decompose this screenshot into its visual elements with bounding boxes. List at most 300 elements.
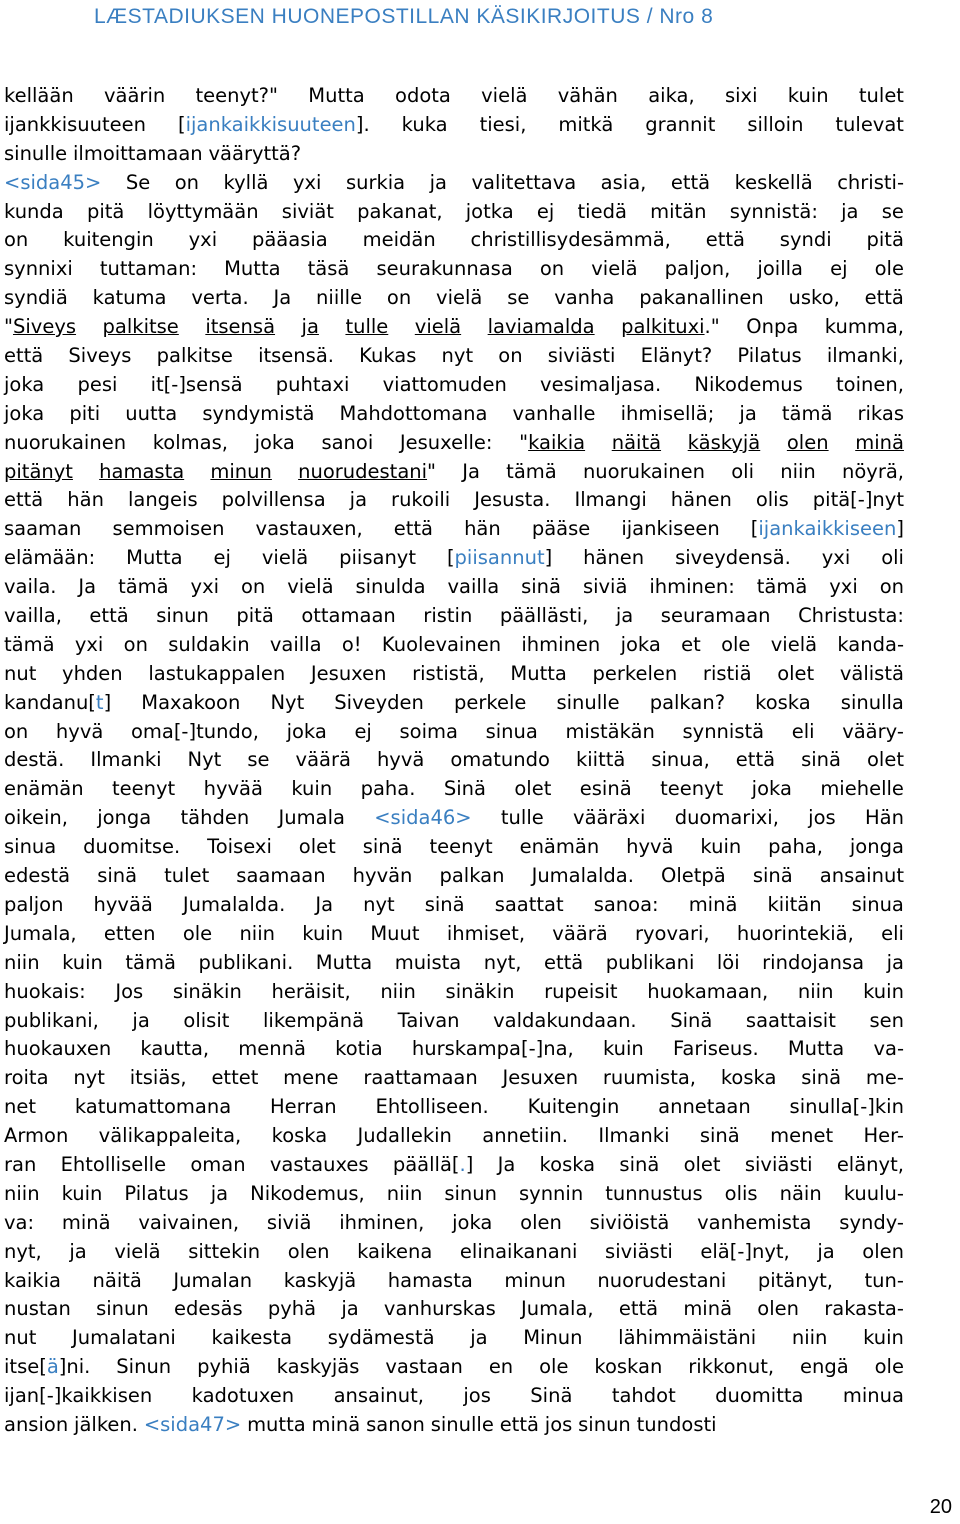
word: Nikodemus, [250,1181,365,1205]
word: kuulu- [843,1181,904,1205]
word: tämä [125,950,176,974]
word: oli [731,459,754,483]
word: kaskyjäs [276,1355,360,1379]
word: ijankiseen [621,517,720,541]
word: väärin [103,84,166,107]
word: tämä [781,401,833,425]
word: tulet [164,864,210,888]
word: koska [539,1152,596,1176]
text-line [4,1382,904,1411]
word: tämä [4,632,55,656]
word-group [4,691,104,714]
word: sanon [366,1412,425,1436]
word: ja [470,1326,488,1350]
word: kaikesta [211,1326,293,1350]
word: tulet [858,84,904,107]
word: vääräxi [573,806,646,830]
text-line [4,1180,904,1209]
word: syndy- [839,1210,904,1234]
underlined-text: olen [786,430,829,454]
word: nyt [73,1066,105,1090]
word: välikappaleita, [98,1124,242,1148]
word: se [881,199,904,223]
word: ihminen: [649,575,735,599]
word: edestä [4,864,71,888]
word: lähimmäistäni [618,1326,757,1350]
word: sinäkin [445,979,515,1003]
word: piti [69,401,101,425]
word: ihmiset, [446,921,526,945]
word: siveydensä. [675,546,791,570]
word: oma[-]tundo, [130,719,259,743]
word: " [427,459,437,483]
word: syndymistä [202,401,315,425]
word: Kuolevainen [381,632,502,656]
word: Toisexi [207,835,272,859]
word: ansainut [819,864,904,888]
word: yxi [292,170,322,194]
word: niin [780,459,816,483]
word: syndi [779,228,832,252]
text-line [4,949,904,978]
word-group [519,429,585,458]
text-line [4,1064,904,1093]
word: suldakin [168,632,250,656]
word: polvillensa [221,488,326,512]
word: paljon [4,892,64,916]
word: sinulle [4,141,68,165]
word: ej [536,199,555,223]
word: vastauxes [269,1152,369,1176]
word: Christusta: [798,604,904,628]
word: Elänyt? [640,344,713,368]
word: hyvä [626,835,674,859]
word: kuin [61,1181,103,1205]
word: elä[-]nyt, [700,1239,790,1263]
word: kunda [4,199,64,223]
text-line [4,804,904,833]
word: mistäkän [565,719,655,743]
word: löyttymään [147,199,259,223]
word: ja [349,488,368,512]
word: sinulla [840,690,904,714]
word: huokauxen [4,1037,112,1061]
word: ihmisellä; [620,401,715,425]
word: puhtaxi [275,372,350,396]
word-group [4,689,111,718]
word: on [4,228,29,252]
word-group [447,546,545,569]
word: ole [182,921,213,945]
word: minä [61,1210,111,1234]
word: olen [520,1210,562,1234]
word: usko, [788,286,840,310]
word: kotia [335,1037,383,1061]
word: yxi [190,575,220,599]
word: perkelen [592,661,678,685]
text-line [4,140,904,169]
word: kuin [62,950,103,974]
word: näitä [92,1268,142,1292]
word: tiesi, [479,112,527,136]
word: rupeisit [544,979,618,1003]
word: joka [286,719,327,743]
word: hyvää [93,892,153,916]
word: ]. [355,112,370,136]
text-line [4,862,904,891]
word: Jesuxen [502,1066,579,1090]
word: ole [539,1355,569,1379]
word: sinä [801,748,841,772]
word: olisit [183,1008,230,1032]
underlined-text: käskyjä [687,430,761,454]
word: löi [716,950,740,974]
word: Minun [523,1326,583,1350]
word: uutta [125,401,178,425]
word: toinen, [836,372,904,396]
word: elänyt, [836,1152,904,1176]
word-group [4,1355,59,1378]
word: keskellä [734,170,813,194]
word: Ilmanki [598,1124,670,1148]
word: siviästi [744,1152,813,1176]
word: joka [452,1210,493,1234]
word: kuin [863,979,904,1003]
word: niin [797,979,834,1003]
word: olen [862,1239,904,1263]
word: Ja [462,459,480,483]
word: langeis [127,488,198,512]
word: eli [791,719,815,743]
word: Se [125,170,151,194]
word: sinulle [430,1412,494,1436]
text-line [4,1151,904,1180]
word: Sinä [530,1384,573,1408]
word: joka [620,632,661,656]
word: hyvä [376,748,425,772]
word: vielä [481,84,528,107]
word: jälken. [74,1412,138,1436]
word: niille [316,286,363,310]
word-group [178,113,356,136]
word: teenyt [660,777,724,801]
word: Ja [315,892,334,916]
word: hurskampa[-]na, [411,1037,574,1061]
word: vailla [269,632,322,656]
correction-text: piisannut [454,546,545,570]
word: sanoi [321,430,374,454]
word: [ [177,112,186,136]
underlined-text: nuorudestani [298,459,428,483]
correction-text: ijankaikkisuuteen [185,112,356,136]
word: grannit [645,112,716,136]
word: joka [254,430,295,454]
word: valitettava [471,170,577,194]
word: niin [4,950,40,974]
word: Kuitengin [527,1095,620,1119]
word: minä [311,1412,361,1436]
word: kadotuxen [191,1384,295,1408]
word-group [298,458,436,487]
word: palkan? [649,690,726,714]
word: tundosti [636,1412,717,1436]
word: yxi [188,228,218,252]
underlined-text: kaikia [528,430,586,454]
text-line [4,198,904,227]
underlined-text: itsensä [205,315,276,339]
text-line [4,1295,904,1324]
word: Jos [115,979,144,1003]
word: siviöistä [589,1210,670,1234]
word: vanhalle [512,401,596,425]
word: ettet [211,1066,259,1090]
text-line [4,1122,904,1151]
word: siviät [281,199,334,223]
word: pitä [86,199,125,223]
word: rindojansa [762,950,865,974]
word: sinulle [556,690,620,714]
word: Jumalan [173,1268,253,1292]
word: kautta, [140,1037,210,1061]
word: ole [721,632,751,656]
word: " [519,430,529,454]
word: sinä [619,1152,660,1176]
word: me- [865,1066,904,1090]
text-line [4,1267,904,1296]
word-group [393,1153,466,1176]
word: aika, [648,84,695,107]
word: synnixi [4,257,73,281]
word: tiedä [577,199,627,223]
word: sinä [424,892,465,916]
word: Sinä [443,777,486,801]
text-line [4,1353,904,1382]
word: katumattomana [74,1095,232,1119]
underlined-text: palkituxi [621,315,705,339]
word: sinä [362,835,403,859]
word: Oletpä [661,864,726,888]
word: ja [739,401,757,425]
word: siviä [582,575,628,599]
word-group [751,515,904,544]
word: hamasta [387,1268,473,1292]
word: koska [720,1066,777,1090]
text-line [4,746,904,775]
word: syndiä [4,286,68,310]
text-line [4,891,904,920]
word: niin [239,921,275,945]
word: pyhä [267,1297,317,1321]
word: teenyt [429,835,493,859]
word: sydämestä [327,1326,435,1350]
word: itsensä. [258,344,334,368]
text-line [4,255,904,284]
text-line [4,371,904,400]
word: likempänä [262,1008,365,1032]
word: teenyt [112,777,176,801]
word: roita [4,1066,49,1090]
word: nyt [441,344,474,368]
word: vaila. [4,575,57,599]
word: ja [132,1008,150,1032]
word: christillisydesämmä, [470,228,671,252]
word: mitän [650,199,707,223]
word: on [539,257,565,281]
word: se [507,286,530,310]
correction-text: t [95,690,104,714]
word: yxi [74,632,104,656]
word: että [543,950,584,974]
word: ole [874,257,904,281]
word: vanha [554,286,615,310]
word: nut [4,661,37,685]
text-line [4,458,904,487]
word: duomitta [715,1384,804,1408]
word: Nyt [187,748,222,772]
word: ja [615,604,634,628]
word: Ja [497,1152,516,1176]
word: että [4,488,44,512]
word: vielä [114,1239,161,1263]
word: huorintekiä, [736,921,854,945]
word: saamaan [236,864,326,888]
word: paljon, [664,257,731,281]
word: vesimaljasa. [540,372,662,396]
word: että [618,1297,659,1321]
underlined-text: pitänyt [4,459,73,483]
word: hän [464,517,501,541]
word: Armon [4,1124,69,1148]
word: pyhiä [197,1355,251,1379]
text-line [4,515,904,544]
text-line [4,1035,904,1064]
word: publikani, [4,1008,99,1032]
word: Sinun [116,1355,172,1379]
word: hänen [583,546,645,570]
word: tämä [118,575,169,599]
word: ristin [423,604,473,628]
word: Jesuxen [310,661,387,685]
word: rakasta- [824,1297,904,1321]
text-line [4,429,904,458]
word: itse[ [4,1355,47,1379]
word: tämä [756,575,808,599]
word: annetaan [658,1095,751,1119]
text-line [4,400,904,429]
word: meidän [362,228,436,252]
word: Fariseus. [672,1037,759,1061]
word: Jumala [278,806,345,830]
word: silloin [747,112,804,136]
word: Ilmangi [574,488,647,512]
underlined-text: vielä [414,315,462,339]
word: heräisit, [271,979,351,1003]
word: tunnustus [605,1181,703,1205]
word: Maxakoon [141,690,241,714]
word: kolmas, [152,430,228,454]
text-line [4,1238,904,1267]
word: Jumalalda. [531,864,634,888]
word: väärä [295,748,351,772]
word: että [89,604,129,628]
word: väärä [552,921,608,945]
word: kuin [700,835,742,859]
word: olet [866,748,904,772]
word: nyt, [483,950,522,974]
word: saattat [494,892,564,916]
word: niin [4,1181,40,1205]
word: ja [69,1239,87,1263]
word: nyt [363,892,395,916]
word: sinun [156,604,209,628]
word: Hän [864,806,904,830]
word: olet [514,777,552,801]
underlined-text: tulle [345,315,389,339]
word: yxi [821,546,851,570]
word: nustan [4,1297,71,1321]
word: itsiäs, [129,1066,187,1090]
word: ." [704,315,720,339]
word: Mahdottomana [339,401,488,425]
word: ilmoittamaan [72,141,203,165]
underlined-text: näitä [611,430,662,454]
word: kanda- [837,632,904,656]
text-line [4,573,904,602]
word: mutta [247,1412,306,1436]
word: synnin [519,1181,584,1205]
word: ej [213,546,231,570]
word: välistä [839,661,904,685]
word: annetiin. [482,1124,568,1148]
word: minä [688,892,738,916]
word: että [499,1412,539,1436]
underlined-text: minä [855,430,904,454]
word: ja [341,1297,359,1321]
text-line [4,660,904,689]
word: Ilmanki [90,748,162,772]
word: kandanu[ [4,690,96,714]
word: huokais: [4,979,86,1003]
word: teenyt?" [195,84,279,107]
word: joka [751,777,792,801]
text-line [4,833,904,862]
word: on [240,575,266,599]
text-line [4,1209,904,1238]
word: tähden [180,806,250,830]
word: sixi [724,84,758,107]
word: että [4,344,44,368]
correction-text: <sida45> [4,170,102,194]
word: elämään: [4,546,96,570]
word: joka [4,372,45,396]
word: jos [463,1384,491,1408]
word: " [4,315,13,339]
word: yxi [829,575,858,599]
word: vanhurskas [383,1297,496,1321]
word: olen [757,1297,799,1321]
correction-text: . [459,1152,466,1176]
word: on [174,170,200,194]
word: että [393,517,433,541]
word: se [247,748,270,772]
word: omatundo [450,748,550,772]
word: Jumala, [520,1297,594,1321]
word: vailla [447,575,500,599]
word: Ja [78,575,97,599]
word: Pilatus [737,344,802,368]
word: kuin [291,777,333,801]
word: kuin [787,84,829,107]
